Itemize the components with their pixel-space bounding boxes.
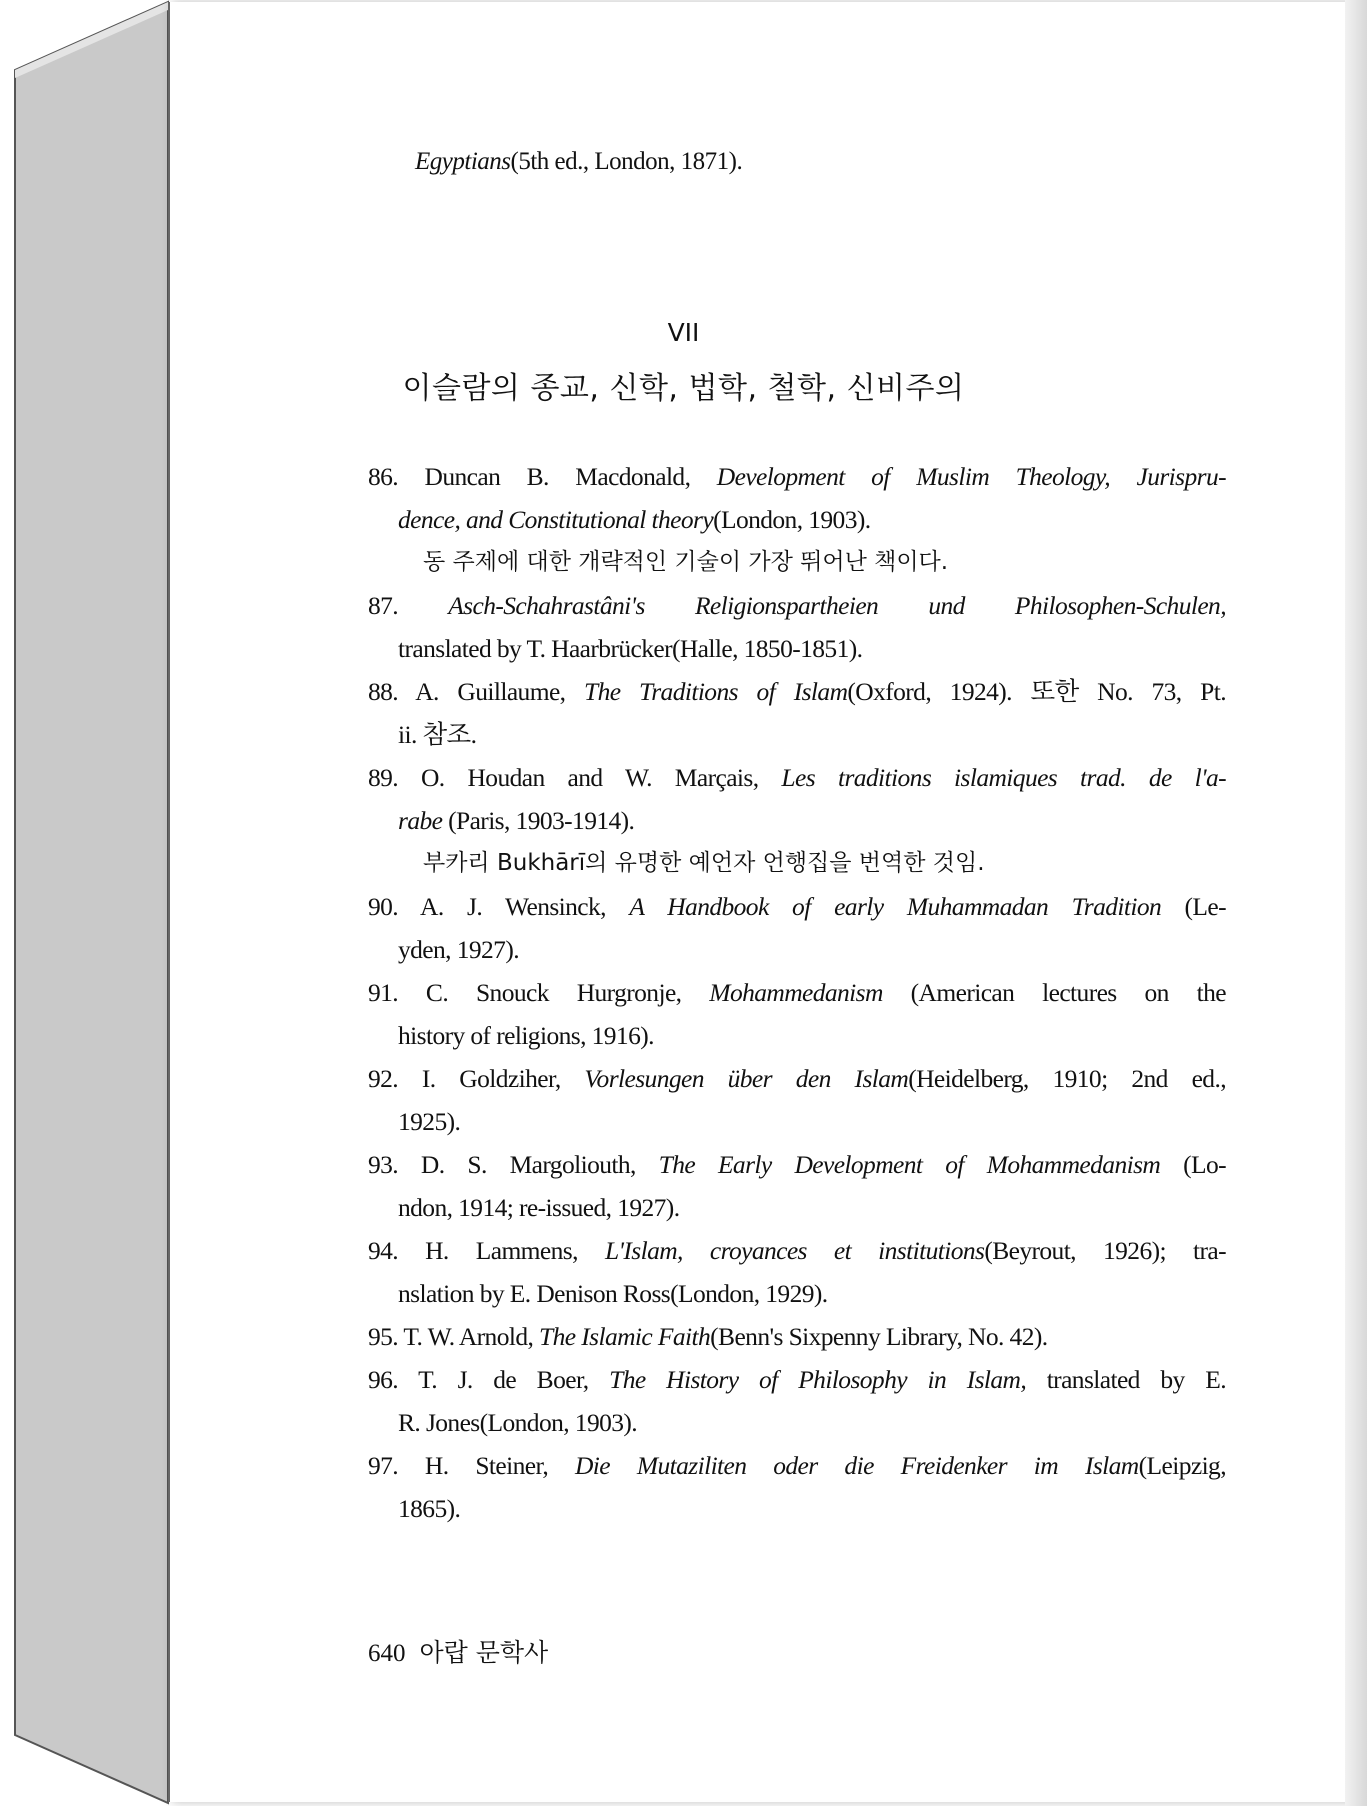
page-footer [368, 1633, 548, 1669]
ref-95-pub: (Benn's Sixpenny Library, No. 42). [710, 1322, 1048, 1351]
ref-87-pub: translated by T. Haarbrücker(Halle, 1850-1851). [398, 634, 863, 663]
book-spine [0, 0, 170, 1806]
reference-91 [368, 971, 1226, 1057]
ref-87-title: Asch-Schahrastâni's Religionspartheien und Philosophen-Schulen, [448, 591, 1226, 620]
ref-89-title-a: Les traditions islamiques trad. de l'a- [781, 763, 1226, 792]
reference-97 [368, 1444, 1226, 1530]
carryover-reference [415, 148, 742, 176]
reference-93 [368, 1143, 1226, 1229]
ref-96-pub-cont: R. Jones(London, 1903). [398, 1408, 638, 1437]
ref-92-title: Vorlesungen über den Islam [584, 1064, 909, 1093]
ref-94-prefix: 94. H. Lammens, [368, 1236, 605, 1265]
ref-97-title: Die Mutaziliten oder die Freidenker im Islam [574, 1451, 1139, 1480]
reference-88 [368, 670, 1226, 756]
reference-86 [368, 455, 1226, 584]
reference-list [368, 455, 1226, 1530]
ref-92-pub-cont: 1925). [398, 1107, 461, 1136]
ref-88-title: The Traditions of Islam [584, 677, 848, 706]
ref-89-note: 부카리 Bukhārī의 유명한 예언자 언행집을 번역한 것임. [423, 850, 985, 876]
reference-89 [368, 756, 1226, 885]
ref-88-pub: (Oxford, 1924). 또한 No. 73, Pt. [847, 677, 1226, 706]
carryover-title: Egyptians [415, 148, 511, 175]
reference-95 [368, 1315, 1226, 1358]
ref-88-prefix: 88. A. Guillaume, [368, 677, 585, 706]
ref-92-prefix: 92. I. Goldziher, [368, 1064, 585, 1093]
ref-91-pub: (American lectures on the [882, 978, 1226, 1007]
ref-94-pub-cont: nslation by E. Denison Ross(London, 1929). [398, 1279, 828, 1308]
reference-87 [368, 584, 1226, 670]
ref-86-prefix: 86. Duncan B. Macdonald, [368, 462, 717, 491]
ref-89-pub: (Paris, 1903-1914). [442, 806, 635, 835]
ref-88-pub-cont: ii. 참조. [398, 720, 477, 749]
reference-96 [368, 1358, 1226, 1444]
ref-90-pub: (Le- [1161, 892, 1226, 921]
ref-86-pub: (London, 1903). [713, 505, 871, 534]
ref-95-prefix: 95. T. W. Arnold, [368, 1322, 540, 1351]
ref-94-title: L'Islam, croyances et institutions [604, 1236, 985, 1265]
ref-97-prefix: 97. H. Steiner, [368, 1451, 575, 1480]
ref-94-pub: (Beyrout, 1926); tra- [984, 1236, 1226, 1265]
ref-97-pub: (Leipzig, [1138, 1451, 1226, 1480]
ref-87-prefix: 87. [368, 591, 449, 620]
ref-96-prefix: 96. T. J. de Boer, [368, 1365, 610, 1394]
reference-94 [368, 1229, 1226, 1315]
ref-93-title: The Early Development of Mohammedanism [658, 1150, 1161, 1179]
book-title: 아랍 문학사 [419, 1638, 549, 1667]
ref-91-title: Mohammedanism [709, 978, 883, 1007]
ref-86-title-b: dence, and Constitutional theory [398, 505, 714, 534]
ref-89-title-b: rabe [398, 806, 443, 835]
ref-93-pub: (Lo- [1160, 1150, 1226, 1179]
ref-96-pub: translated by E. [1026, 1365, 1226, 1394]
ref-96-title: The History of Philosophy in Islam, [609, 1365, 1027, 1394]
ref-93-prefix: 93. D. S. Margoliouth, [368, 1150, 659, 1179]
ref-90-pub-cont: yden, 1927). [398, 935, 519, 964]
page-number: 640 [368, 1640, 406, 1667]
ref-90-title: A Handbook of early Muhammadan Tradition [629, 892, 1162, 921]
ref-95-title: The Islamic Faith [539, 1322, 711, 1351]
ref-89-prefix: 89. O. Houdan and W. Marçais, [368, 763, 782, 792]
page-edge [1345, 0, 1367, 1806]
ref-91-prefix: 91. C. Snouck Hurgronje, [368, 978, 710, 1007]
ref-93-pub-cont: ndon, 1914; re-issued, 1927). [398, 1193, 680, 1222]
ref-92-pub: (Heidelberg, 1910; 2nd ed., [908, 1064, 1226, 1093]
ref-91-pub-cont: history of religions, 1916). [398, 1021, 654, 1050]
ref-90-prefix: 90. A. J. Wensinck, [368, 892, 630, 921]
ref-97-pub-cont: 1865). [398, 1494, 461, 1523]
ref-86-title-a: Development of Muslim Theology, Jurispru- [716, 462, 1226, 491]
reference-92 [368, 1057, 1226, 1143]
ref-86-note: 동 주제에 대한 개략적인 기술이 가장 뛰어난 책이다. [423, 549, 949, 575]
section-number: VII [667, 318, 700, 347]
reference-90 [368, 885, 1226, 971]
section-title: 이슬람의 종교, 신학, 법학, 철학, 신비주의 [402, 371, 965, 406]
carryover-publication: (5th ed., London, 1871). [510, 148, 743, 175]
